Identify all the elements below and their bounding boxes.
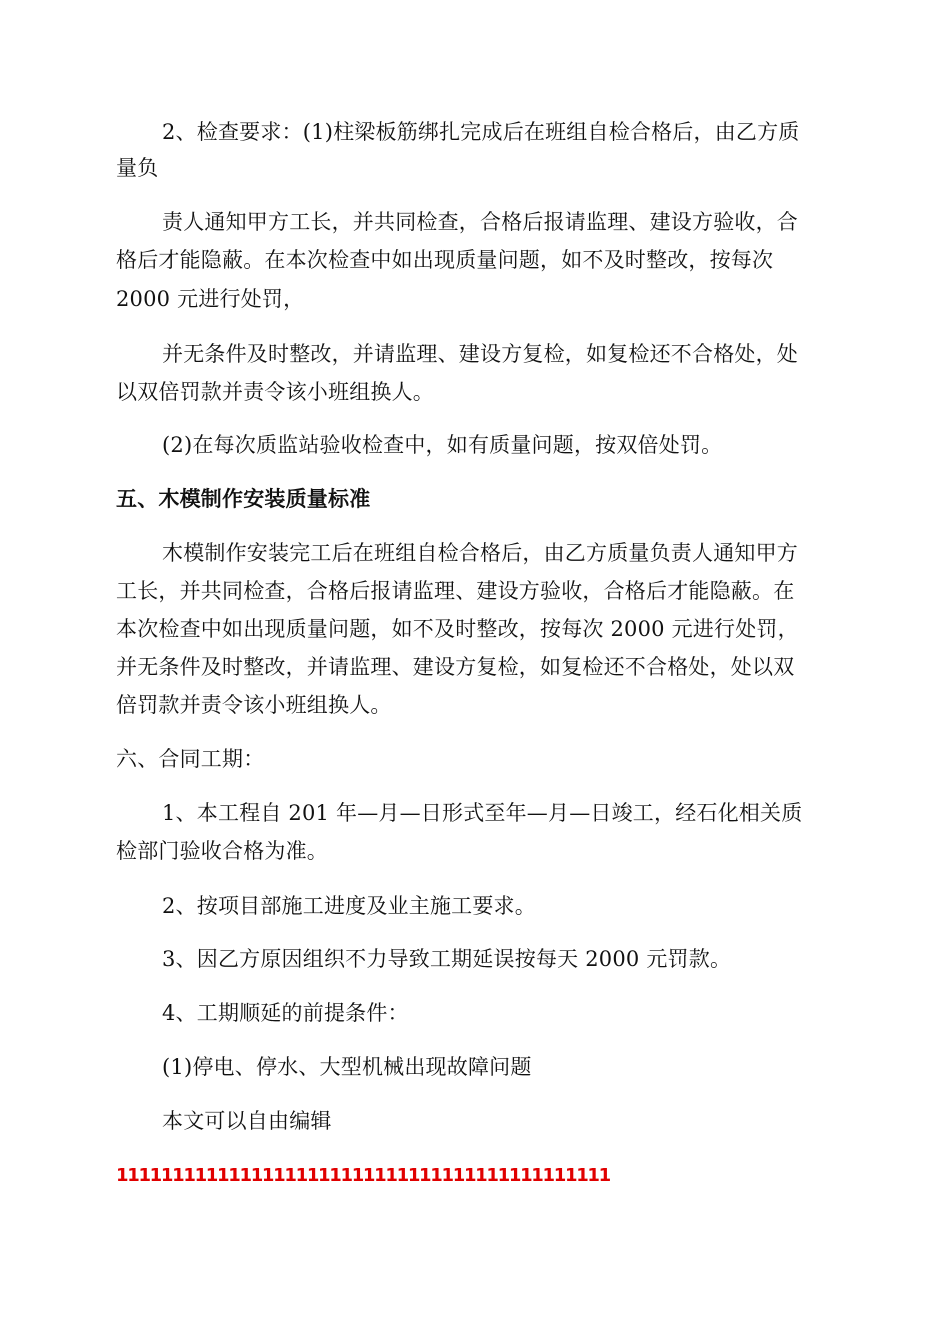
paragraph-line: (2)在每次质监站验收检查中，如有质量问题，按双倍处罚。 bbox=[162, 433, 723, 457]
paragraph-line: 责人通知甲方工长，并共同检查，合格后报请监理、建设方验收，合 bbox=[162, 210, 798, 234]
paragraph-line: 2、按项目部施工进度及业主施工要求。 bbox=[162, 894, 536, 918]
red-ones-line: 11111111111111111111111111111111111111111111 bbox=[116, 1165, 610, 1186]
paragraph-line: 本文可以自由编辑 bbox=[162, 1109, 332, 1133]
paragraph-line: 倍罚款并责令该小班组换人。 bbox=[116, 693, 392, 717]
paragraph-line: 格后才能隐蔽。在本次检查中如出现质量问题，如不及时整改，按每次 bbox=[116, 248, 774, 272]
section-heading: 五、木模制作安装质量标准 bbox=[116, 487, 371, 511]
paragraph-line: 并无条件及时整改，并请监理、建设方复检，如复检还不合格处，处以双 bbox=[116, 655, 795, 679]
paragraph-line: 本次检查中如出现质量问题，如不及时整改，按每次 2000 元进行处罚， bbox=[116, 617, 799, 641]
paragraph-line: 3、因乙方原因组织不力导致工期延误按每天 2000 元罚款。 bbox=[162, 947, 732, 971]
paragraph-line: (1)停电、停水、大型机械出现故障问题 bbox=[162, 1055, 532, 1079]
paragraph-line: 检部门验收合格为准。 bbox=[116, 839, 328, 863]
paragraph-line: 4、工期顺延的前提条件： bbox=[162, 1001, 409, 1025]
paragraph-line: 并无条件及时整改，并请监理、建设方复检，如复检还不合格处，处 bbox=[162, 342, 798, 366]
paragraph-line: 量负 bbox=[116, 156, 159, 180]
paragraph-line: 2000 元进行处罚， bbox=[116, 287, 305, 311]
paragraph-line: 木模制作安装完工后在班组自检合格后，由乙方质量负责人通知甲方 bbox=[162, 541, 798, 565]
paragraph-line: 工长，并共同检查，合格后报请监理、建设方验收，合格后才能隐蔽。在 bbox=[116, 579, 795, 603]
paragraph-line: 2、检查要求：(1)柱梁板筋绑扎完成后在班组自检合格后，由乙方质 bbox=[162, 120, 800, 144]
paragraph-line: 以双倍罚款并责令该小班组换人。 bbox=[116, 380, 434, 404]
paragraph-line: 1、本工程自 201 年—月—日形式至年—月—日竣工，经石化相关质 bbox=[162, 801, 803, 825]
section-heading: 六、合同工期： bbox=[116, 747, 265, 771]
